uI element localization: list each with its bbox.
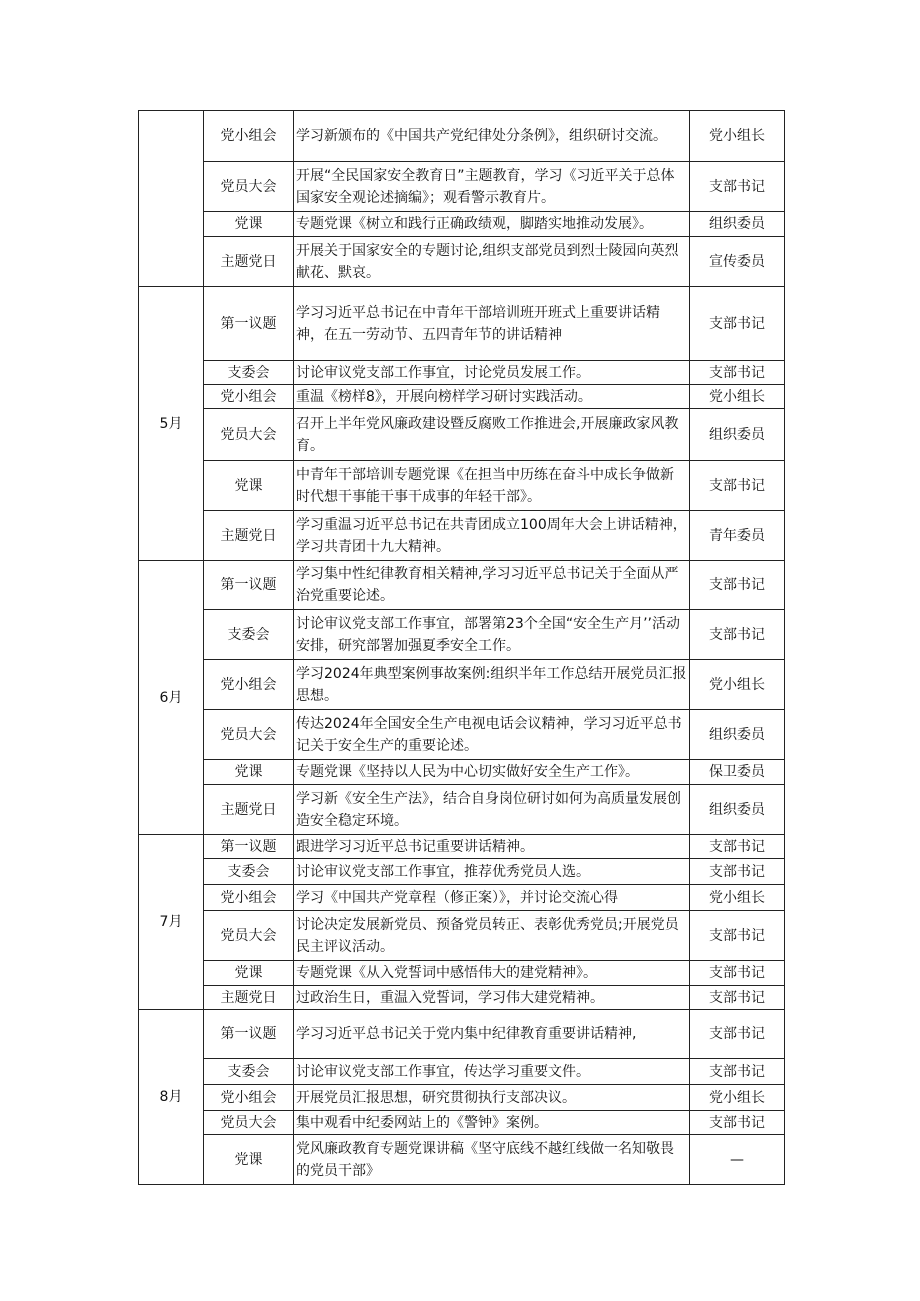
activity-type: 第一议题	[204, 287, 294, 361]
activity-content: 专题党课《坚持以人民为中心切实做好安全生产工作》。	[294, 760, 690, 785]
activity-owner: 组织委员	[690, 409, 785, 461]
activity-type: 党课	[204, 1135, 294, 1185]
activity-owner: 党小组长	[690, 1085, 785, 1111]
activity-content: 讨论审议党支部工作事宜，部署第23个全国“安全生产月’’活动安排，研究部署加强夏季安全工作。	[294, 610, 690, 660]
activity-content: 开展“全民国家安全教育日”主题教育，学习《习近平关于总体国家安全观论述摘编》；观看警示教育片。	[294, 162, 690, 212]
activity-owner: 党小组长	[690, 111, 785, 162]
activity-content: 讨论审议党支部工作事宜，传达学习重要文件。	[294, 1059, 690, 1085]
activity-owner: 支部书记	[690, 361, 785, 385]
activity-type: 支委会	[204, 1059, 294, 1085]
activity-owner: 支部书记	[690, 561, 785, 610]
activity-content: 跟进学习习近平总书记重要讲话精神。	[294, 835, 690, 859]
activity-owner: 宣传委员	[690, 237, 785, 287]
activity-content: 学习集中性纪律教育相关精神,学习习近平总书记关于全面从严治党重要论述。	[294, 561, 690, 610]
activity-owner: 党小组长	[690, 885, 785, 911]
activity-owner: 支部书记	[690, 1111, 785, 1135]
activity-owner: 支部书记	[690, 986, 785, 1010]
activity-owner: 支部书记	[690, 1059, 785, 1085]
activity-owner: 支部书记	[690, 1010, 785, 1059]
activity-type: 党员大会	[204, 911, 294, 961]
month-cell: 7月	[139, 835, 204, 1010]
activity-content: 集中观看中纪委网站上的《警钟》案例。	[294, 1111, 690, 1135]
activity-owner: 支部书记	[690, 461, 785, 511]
activity-owner: 支部书记	[690, 911, 785, 961]
activity-content: 学习2024年典型案例事故案例:组织半年工作总结开展党员汇报思想。	[294, 660, 690, 710]
activity-plan-table	[138, 110, 785, 1185]
activity-type: 党课	[204, 461, 294, 511]
activity-type: 主题党日	[204, 986, 294, 1010]
activity-type: 党小组会	[204, 885, 294, 911]
activity-type: 党小组会	[204, 1085, 294, 1111]
activity-type: 第一议题	[204, 561, 294, 610]
activity-owner: 支部书记	[690, 162, 785, 212]
month-cell	[139, 111, 204, 287]
activity-content: 专题党课《树立和践行正确政绩观，脚踏实地推动发展》。	[294, 212, 690, 237]
activity-type: 支委会	[204, 859, 294, 885]
activity-owner: 支部书记	[690, 287, 785, 361]
activity-type: 支委会	[204, 610, 294, 660]
activity-type: 党员大会	[204, 162, 294, 212]
activity-type: 第一议题	[204, 1010, 294, 1059]
activity-content: 过政治生日，重温入党誓词，学习伟大建党精神。	[294, 986, 690, 1010]
activity-type: 党课	[204, 212, 294, 237]
activity-type: 主题党日	[204, 511, 294, 561]
activity-owner: 组织委员	[690, 212, 785, 237]
activity-owner: 组织委员	[690, 785, 785, 835]
month-cell: 8月	[139, 1010, 204, 1185]
activity-content: 重温《榜样8》，开展向榜样学习研讨实践活动。	[294, 385, 690, 409]
activity-content: 专题党课《从入党誓词中感悟伟大的建党精神》。	[294, 961, 690, 986]
activity-owner: 支部书记	[690, 859, 785, 885]
activity-type: 党小组会	[204, 385, 294, 409]
activity-content: 开展关于国家安全的专题讨论,组织支部党员到烈士陵园向英烈献花、默哀。	[294, 237, 690, 287]
activity-owner: 组织委员	[690, 710, 785, 760]
activity-content: 中青年干部培训专题党课《在担当中历练在奋斗中成长争做新时代想干事能干事干成事的年轻干部》。	[294, 461, 690, 511]
activity-owner: 支部书记	[690, 961, 785, 986]
activity-content: 学习新《安全生产法》，结合自身岗位研讨如何为高质量发展创造安全稳定环境。	[294, 785, 690, 835]
activity-type: 党课	[204, 760, 294, 785]
activity-type: 主题党日	[204, 237, 294, 287]
activity-type: 党小组会	[204, 111, 294, 162]
activity-content: 学习重温习近平总书记在共青团成立100周年大会上讲话精神，学习共青团十九大精神。	[294, 511, 690, 561]
activity-content: 召开上半年党风廉政建设暨反腐败工作推进会,开展廉政家风教育。	[294, 409, 690, 461]
activity-content: 党风廉政教育专题党课讲稿《坚守底线不越红线做一名知敬畏的党员干部》	[294, 1135, 690, 1185]
month-cell: 5月	[139, 287, 204, 561]
activity-owner: 支部书记	[690, 835, 785, 859]
activity-owner: 党小组长	[690, 385, 785, 409]
activity-content: 讨论审议党支部工作事宜，推荐优秀党员人选。	[294, 859, 690, 885]
activity-type: 党课	[204, 961, 294, 986]
activity-owner: 青年委员	[690, 511, 785, 561]
activity-owner: 党小组长	[690, 660, 785, 710]
activity-content: 学习习近平总书记关于党内集中纪律教育重要讲话精神,	[294, 1010, 690, 1059]
activity-type: 支委会	[204, 361, 294, 385]
activity-content: 开展党员汇报思想，研究贯彻执行支部决议。	[294, 1085, 690, 1111]
activity-type: 第一议题	[204, 835, 294, 859]
activity-content: 学习习近平总书记在中青年干部培训班开班式上重要讲话精神，在五一劳动节、五四青年节的讲话精神	[294, 287, 690, 361]
activity-owner: 支部书记	[690, 610, 785, 660]
activity-owner: —	[690, 1135, 785, 1185]
activity-content: 讨论审议党支部工作事宜，讨论党员发展工作。	[294, 361, 690, 385]
activity-type: 党员大会	[204, 409, 294, 461]
activity-type: 党小组会	[204, 660, 294, 710]
month-cell: 6月	[139, 561, 204, 835]
activity-type: 主题党日	[204, 785, 294, 835]
activity-content: 学习《中国共产党章程（修正案）》，并讨论交流心得	[294, 885, 690, 911]
activity-content: 传达2024年全国安全生产电视电话会议精神，学习习近平总书记关于安全生产的重要论述。	[294, 710, 690, 760]
activity-type: 党员大会	[204, 710, 294, 760]
activity-content: 学习新颁布的《中国共产党纪律处分条例》，组织研讨交流。	[294, 111, 690, 162]
activity-content: 讨论决定发展新党员、预备党员转正、表彰优秀党员;开展党员民主评议活动。	[294, 911, 690, 961]
activity-type: 党员大会	[204, 1111, 294, 1135]
activity-owner: 保卫委员	[690, 760, 785, 785]
